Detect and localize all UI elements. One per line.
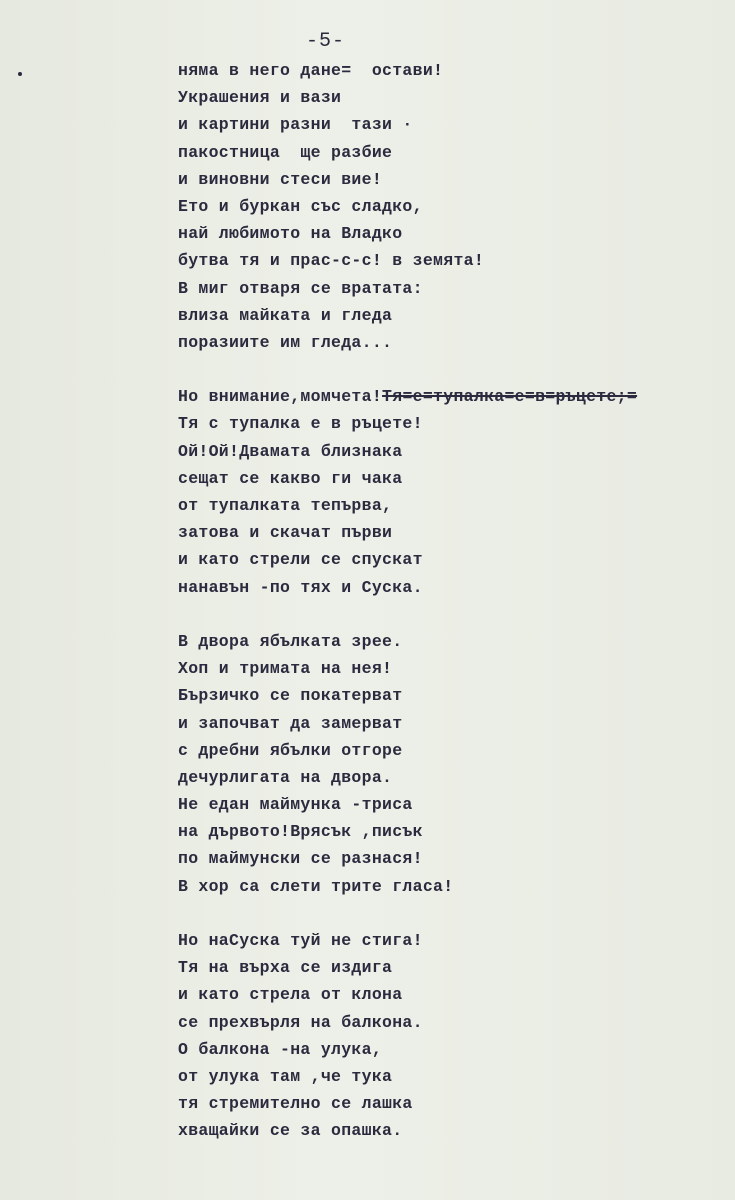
stanza-gap: [178, 356, 718, 383]
poem-line: сещат се какво ги чака: [178, 468, 403, 488]
poem-line: В хор са слети трите гласа!: [178, 876, 454, 896]
poem-line: на дървото!Врясък ,писък: [178, 822, 423, 842]
poem-line: В двора ябълката зрее.: [178, 631, 403, 651]
poem-text: [178, 57, 718, 1145]
poem-line-text: Но внимание,момчета!: [178, 387, 383, 407]
poem-line: тя стремително се лашка: [178, 1094, 413, 1114]
poem-line: Ой!Ой!Двамата близнака: [178, 441, 403, 461]
poem-line: бутва тя и прас-с-с! в земята!: [178, 251, 485, 271]
poem-line: от тупалката тепърва,: [178, 496, 393, 515]
poem-line: и виновни стеси вие!: [178, 169, 383, 189]
poem-line: Но наСуска туй не стига!: [178, 931, 423, 950]
poem-line: и като стрели се спускат: [178, 550, 423, 570]
poem-line: с дребни ябълки отгоре: [178, 740, 403, 760]
poem-line: В миг отваря се вратата:: [178, 278, 423, 298]
poem-line: и картини разни тази ·: [178, 115, 413, 135]
ink-mark: [18, 72, 22, 76]
poem-line: Ето и буркан със сладко,: [178, 196, 423, 216]
poem-line: дечурлигата на двора.: [178, 767, 393, 787]
poem-line: от улука там ,че тука: [178, 1066, 393, 1086]
page-number: -5-: [306, 30, 346, 53]
poem-line: нанавън -по тях и Суска.: [178, 577, 423, 597]
poem-line: Тя с тупалка е в ръцете!: [178, 414, 423, 434]
poem-line: няма в него дане= остави!: [178, 61, 444, 80]
poem-line: Хоп и тримата на нея!: [178, 659, 393, 679]
poem-line: влиза майката и гледа: [178, 305, 393, 325]
poem-line: и като стрела от клона: [178, 985, 403, 1005]
poem-line: пакостница ще разбие: [178, 142, 393, 162]
poem-line: Не едан маймунка -триса: [178, 795, 413, 815]
poem-line: О балкона -на улука,: [178, 1039, 383, 1059]
stanza-gap: [178, 900, 718, 927]
poem-line: Бързичко се покатерват: [178, 686, 403, 706]
poem-line: затова и скачат първи: [178, 523, 393, 543]
poem-line: по маймунски се разнася!: [178, 849, 423, 869]
poem-line: най любимото на Владко: [178, 224, 403, 244]
poem-line: Тя на върха се издига: [178, 958, 393, 978]
poem-line: се прехвърля на балкона.: [178, 1012, 423, 1032]
struck-out-text: Тя=е=тупалка=е=в=ръцете;=: [382, 387, 638, 407]
poem-line-with-strikeout: [178, 383, 718, 410]
poem-line: поразиите им гледа...: [178, 332, 393, 352]
poem-line: Украшения и вази: [178, 88, 342, 108]
poem-line: и започват да замерват: [178, 713, 403, 733]
stanza-gap: [178, 601, 718, 628]
poem-line: хващайки се за опашка.: [178, 1121, 403, 1141]
